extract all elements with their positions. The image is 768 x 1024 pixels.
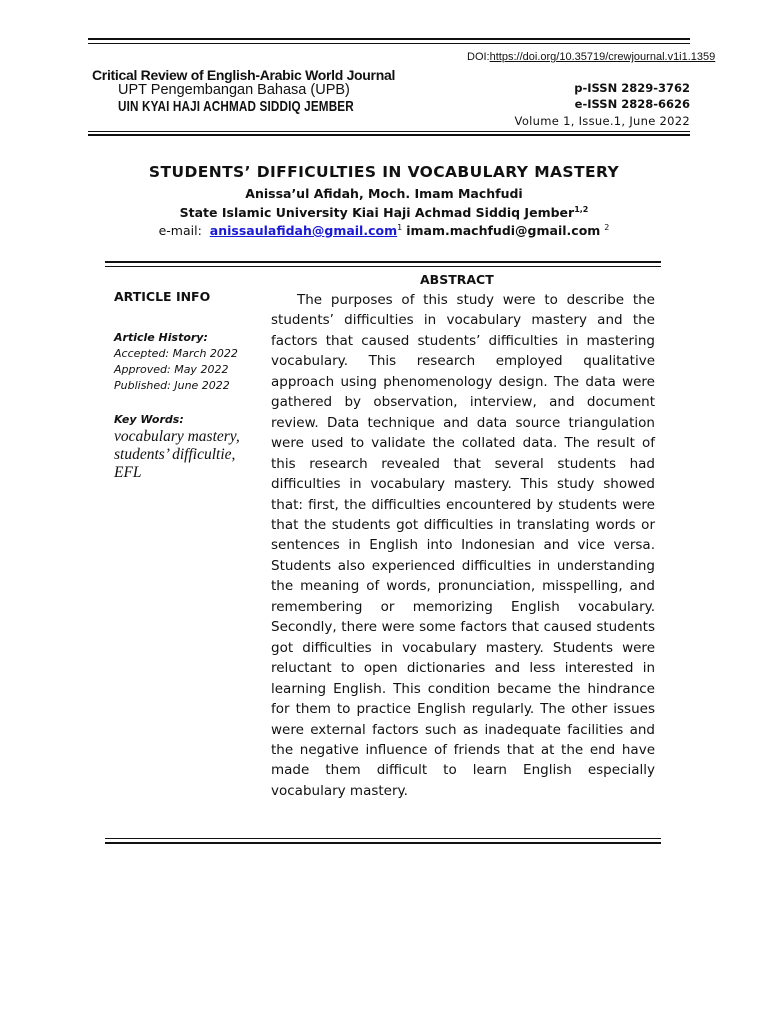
header-top-rule	[88, 38, 690, 40]
article-affiliation	[0, 205, 768, 220]
abstract-text: The purposes of this study were to describe the students’ difficulties in vocabulary mastery and the factors that caused students’ difficulties in mastering vocabulary. This research employed qualitative approach using phenomenology design. The data were gathered by observation, interview, and document review. Data technique and data source triangulation were used to validate the collated data. The result of this research revealed that several students had difficulties in vocabulary mastery. This study showed that: first, the difficulties encountered by students were that the students got difficulties in translating words or sentences in English into Indonesian and vice versa. Students also experienced difficulties in understanding the meaning of words, pronunciation, misspelling, and remembering or memorizing English vocabulary. Secondly, there were some factors that caused students got difficulties in vocabulary mastery. Students were reluctant to open dictionaries and less interested in learning English. This condition became the hindrance for them to practice English regularly. The other issues were external factors such as inadequate facilities and the negative influence of friends that at the end have made them difficult to learn English especially vocabulary mastery.	[271, 292, 655, 799]
doi-block	[467, 50, 716, 64]
unit-name: UPT Pengembangan Bahasa (UPB)	[118, 82, 350, 98]
accepted-date: Accepted: March 2022	[114, 347, 238, 360]
abstract-bottom-rule-thin	[105, 838, 661, 839]
article-emails	[0, 223, 768, 238]
volume-info: Volume 1, Issue.1, June 2022	[514, 114, 690, 128]
university-name: UIN KYAI HAJI ACHMAD SIDDIQ JEMBER	[118, 98, 354, 115]
header-top-rule-thin	[88, 43, 690, 44]
article-authors: Anissa’ul Afidah, Moch. Imam Machfudi	[245, 186, 523, 201]
approved-date: Approved: May 2022	[114, 363, 229, 376]
doi-link[interactable]: https://doi.org/10.35719/crewjournal.v1i1.1359	[489, 51, 716, 63]
article-info-heading: ARTICLE INFO	[114, 289, 211, 304]
header-bottom-rule-thin	[88, 131, 690, 132]
email-link-1[interactable]: anissaulafidah@gmail.com	[209, 223, 398, 239]
keywords-heading: Key Words:	[114, 413, 184, 426]
doi-label: DOI:	[467, 51, 490, 63]
keywords: vocabulary mastery, students’ difficultie, EFL	[114, 428, 240, 481]
abstract-heading: ABSTRACT	[420, 272, 494, 287]
affiliation-text: State Islamic University Kiai Haji Achmad Siddiq Jember	[179, 205, 575, 221]
abstract-bottom-rule	[105, 842, 661, 844]
email-1-sup: 1	[397, 223, 403, 232]
affiliation-sup: 1,2	[574, 205, 589, 214]
email-2-sup: 2	[604, 223, 610, 232]
e-issn: e-ISSN 2828-6626	[574, 97, 690, 111]
article-history-heading: Article History:	[114, 331, 208, 344]
email-label: e-mail:	[158, 223, 202, 239]
journal-name: Critical Review of English-Arabic World Journal	[92, 67, 396, 83]
email-2: imam.machfudi@gmail.com	[406, 223, 601, 239]
article-title: STUDENTS’ DIFFICULTIES IN VOCABULARY MASTERY	[148, 163, 620, 181]
header-bottom-rule	[88, 134, 690, 136]
abstract-top-rule	[105, 261, 661, 263]
published-date: Published: June 2022	[114, 379, 230, 392]
p-issn: p-ISSN 2829-3762	[574, 81, 690, 95]
abstract-top-rule-thin	[105, 266, 661, 267]
